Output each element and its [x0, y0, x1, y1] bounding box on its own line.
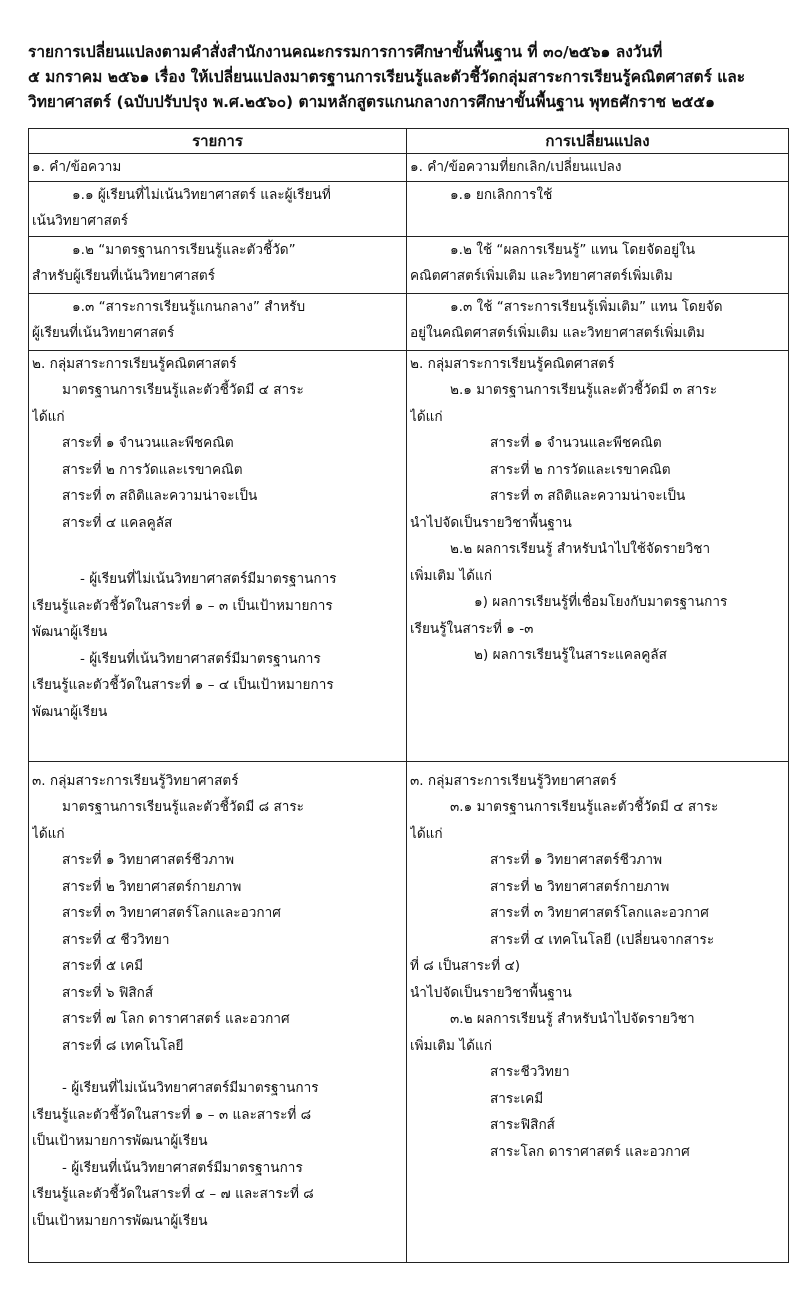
table-row	[29, 154, 789, 182]
table-row	[29, 293, 789, 350]
section3-note-2-end: เป็นเป้าหมายการพัฒนาผู้เรียน	[32, 1212, 208, 1229]
math-strand-item: สาระที่ ๓ สถิติและความน่าจะเป็น	[62, 488, 258, 504]
section3-left-title: ๓. กลุ่มสาระการเรียนรู้วิทยาศาสตร์	[32, 772, 239, 789]
science-strand-item-cont: ที่ ๘ เป็นสาระที่ ๔)	[410, 958, 521, 974]
row-1-2-right-cont: คณิตศาสตร์เพิ่มเติม และวิทยาศาสตร์เพิ่มเติม	[410, 268, 673, 284]
additional-strand-item: สาระฟิสิกส์	[490, 1117, 555, 1133]
section3-right-intro: ๓.๑ มาตรฐานการเรียนรู้และตัวชี้วัดมี ๔ สาระ	[450, 799, 719, 815]
science-strand-item: สาระที่ ๔ ชีววิทยา	[62, 931, 170, 948]
section2-note-1-end: พัฒนาผู้เรียน	[32, 624, 108, 640]
table-row	[29, 181, 789, 236]
title-line-3: วิทยาศาสตร์ (ฉบับปรับปรุง พ.ศ.๒๕๖๐) ตามหลักสูตรแกนกลางการศึกษาขั้นพื้นฐาน พุทธศักราช ๒๕๕๑	[28, 93, 715, 111]
row-1-2-right: ๑.๒ ใช้ “ผลการเรียนรู้” แทน โดยจัดอยู่ใน	[450, 241, 696, 258]
section3-right-sub2: ๓.๒ ผลการเรียนรู้ สำหรับนำไปจัดรายวิชา	[450, 1011, 695, 1027]
row-1-2-left-cont: สำหรับผู้เรียนที่เน้นวิทยาศาสตร์	[32, 268, 216, 284]
section3-right-basic-course: นำไปจัดเป็นรายวิชาพื้นฐาน	[410, 984, 572, 1001]
header-items: รายการ	[29, 129, 407, 154]
document-title	[28, 40, 788, 115]
learning-outcome-item-cont: เรียนรู้ในสาระที่ ๑ -๓	[410, 620, 534, 637]
science-strand-item: สาระที่ ๖ ฟิสิกส์	[62, 984, 154, 1001]
learning-outcome-item: ๒) ผลการเรียนรู้ในสาระแคลคูลัส	[474, 647, 667, 663]
title-line-2: ๕ มกราคม ๒๕๖๑ เรื่อง ให้เปลี่ยนแปลงมาตรฐานการเรียนรู้และตัวชี้วัดกลุ่มสาระการเรียนรู้คณิตศาสตร์ และ	[28, 68, 746, 86]
row-1-1-right: ๑.๑ ยกเลิกการใช้	[450, 186, 553, 203]
section2-note-2: - ผู้เรียนที่เน้นวิทยาศาสตร์มีมาตรฐานการ	[80, 650, 321, 667]
section2-note-2-cont: เรียนรู้และตัวชี้วัดในสาระที่ ๑ – ๔ เป็นเป้าหมายการ	[32, 677, 334, 693]
section1-left-title: ๑. คำ/ข้อความ	[32, 159, 122, 175]
section2-note-2-end: พัฒนาผู้เรียน	[32, 703, 108, 720]
science-strand-item: สาระที่ ๑ วิทยาศาสตร์ชีวภาพ	[62, 852, 235, 868]
section3-left-intro: มาตรฐานการเรียนรู้และตัวชี้วัดมี ๘ สาระ	[62, 799, 304, 815]
row-1-1-left-cont: เน้นวิทยาศาสตร์	[32, 213, 129, 229]
section3-right-title: ๓. กลุ่มสาระการเรียนรู้วิทยาศาสตร์	[410, 772, 617, 789]
science-strand-item: สาระที่ ๘ เทคโนโลยี	[62, 1037, 184, 1054]
section2-right-intro: ๒.๑ มาตรฐานการเรียนรู้และตัวชี้วัดมี ๓ สาระ	[450, 382, 718, 398]
math-strand-item: สาระที่ ๑ จำนวนและพีชคณิต	[490, 435, 662, 451]
section3-note-1: - ผู้เรียนที่ไม่เน้นวิทยาศาสตร์มีมาตรฐานการ	[62, 1080, 319, 1096]
row-1-1-left: ๑.๑ ผู้เรียนที่ไม่เน้นวิทยาศาสตร์ และผู้เรียนที่	[72, 186, 331, 203]
row-1-3-left-cont: ผู้เรียนที่เน้นวิทยาศาสตร์	[32, 325, 175, 341]
math-strand-item: สาระที่ ๔ แคลคูลัส	[62, 514, 173, 531]
section2-right-basic-course: นำไปจัดเป็นรายวิชาพื้นฐาน	[410, 514, 572, 531]
section2-note-1-cont: เรียนรู้และตัวชี้วัดในสาระที่ ๑ – ๓ เป็นเป้าหมายการ	[32, 597, 333, 614]
section3-note-1-end: เป็นเป้าหมายการพัฒนาผู้เรียน	[32, 1133, 208, 1149]
header-changes: การเปลี่ยนแปลง	[407, 129, 789, 154]
title-line-1: รายการเปลี่ยนแปลงตามคำสั่งสำนักงานคณะกรรมการการศึกษาขั้นพื้นฐาน ที่ ๓๐/๒๕๖๑ ลงวันที่	[28, 43, 663, 61]
math-strand-item: สาระที่ ๓ สถิติและความน่าจะเป็น	[490, 488, 686, 504]
section2-note-1: - ผู้เรียนที่ไม่เน้นวิทยาศาสตร์มีมาตรฐานการ	[80, 571, 337, 587]
additional-strand-item: สาระโลก ดาราศาสตร์ และอวกาศ	[490, 1143, 690, 1160]
section2-left-intro-cont: ได้แก่	[32, 408, 65, 425]
section3-note-2: - ผู้เรียนที่เน้นวิทยาศาสตร์มีมาตรฐานการ	[62, 1159, 303, 1176]
section2-right-sub2-cont: เพิ่มเติม ได้แก่	[410, 567, 492, 584]
row-1-3-right-cont: อยู่ในคณิตศาสตร์เพิ่มเติม และวิทยาศาสตร์เพิ่มเติม	[410, 325, 705, 341]
row-1-2-left: ๑.๒ “มาตรฐานการเรียนรู้และตัวชี้วัด”	[72, 241, 296, 258]
math-strand-item: สาระที่ ๑ จำนวนและพีชคณิต	[62, 435, 234, 451]
section2-left-title: ๒. กลุ่มสาระการเรียนรู้คณิตศาสตร์	[32, 355, 237, 372]
table-row	[29, 761, 789, 1262]
learning-outcome-item: ๑) ผลการเรียนรู้ที่เชื่อมโยงกับมาตรฐานการ	[474, 594, 728, 610]
section1-right-title: ๑. คำ/ข้อความที่ยกเลิก/เปลี่ยนแปลง	[410, 159, 622, 175]
row-1-3-left: ๑.๓ “สาระการเรียนรู้แกนกลาง” สำหรับ	[72, 298, 306, 315]
table-row	[29, 236, 789, 293]
math-strand-item: สาระที่ ๒ การวัดและเรขาคณิต	[62, 461, 243, 478]
science-strand-item: สาระที่ ๕ เคมี	[62, 958, 144, 974]
section3-left-intro-cont: ได้แก่	[32, 825, 65, 842]
section3-note-1-cont: เรียนรู้และตัวชี้วัดในสาระที่ ๑ – ๓ และสาระที่ ๘	[32, 1106, 312, 1123]
section2-right-intro-cont: ได้แก่	[410, 408, 443, 425]
changes-table	[28, 128, 789, 1263]
table-row	[29, 350, 789, 761]
section2-right-sub2: ๒.๒ ผลการเรียนรู้ สำหรับนำไปใช้จัดรายวิชา	[450, 541, 711, 557]
additional-strand-item: สาระเคมี	[490, 1090, 544, 1107]
science-strand-item: สาระที่ ๒ วิทยาศาสตร์กายภาพ	[62, 878, 242, 895]
row-1-3-right: ๑.๓ ใช้ “สาระการเรียนรู้เพิ่มเติม” แทน โดยจัด	[450, 298, 723, 315]
section3-right-intro-cont: ได้แก่	[410, 825, 443, 842]
science-strand-item: สาระที่ ๗ โลก ดาราศาสตร์ และอวกาศ	[62, 1011, 290, 1027]
section3-right-sub2-cont: เพิ่มเติม ได้แก่	[410, 1037, 492, 1054]
science-strand-item: สาระที่ ๓ วิทยาศาสตร์โลกและอวกาศ	[490, 905, 709, 921]
science-strand-item: สาระที่ ๒ วิทยาศาสตร์กายภาพ	[490, 878, 670, 895]
science-strand-item: สาระที่ ๔ เทคโนโลยี (เปลี่ยนจากสาระ	[490, 931, 715, 948]
science-strand-item: สาระที่ ๑ วิทยาศาสตร์ชีวภาพ	[490, 852, 663, 868]
section2-right-title: ๒. กลุ่มสาระการเรียนรู้คณิตศาสตร์	[410, 355, 615, 372]
table-header-row	[29, 129, 789, 154]
section3-note-2-cont: เรียนรู้และตัวชี้วัดในสาระที่ ๔ – ๗ และสาระที่ ๘	[32, 1186, 314, 1202]
section2-left-intro: มาตรฐานการเรียนรู้และตัวชี้วัดมี ๔ สาระ	[62, 382, 304, 398]
additional-strand-item: สาระชีววิทยา	[490, 1064, 570, 1080]
science-strand-item: สาระที่ ๓ วิทยาศาสตร์โลกและอวกาศ	[62, 905, 281, 921]
math-strand-item: สาระที่ ๒ การวัดและเรขาคณิต	[490, 461, 671, 478]
